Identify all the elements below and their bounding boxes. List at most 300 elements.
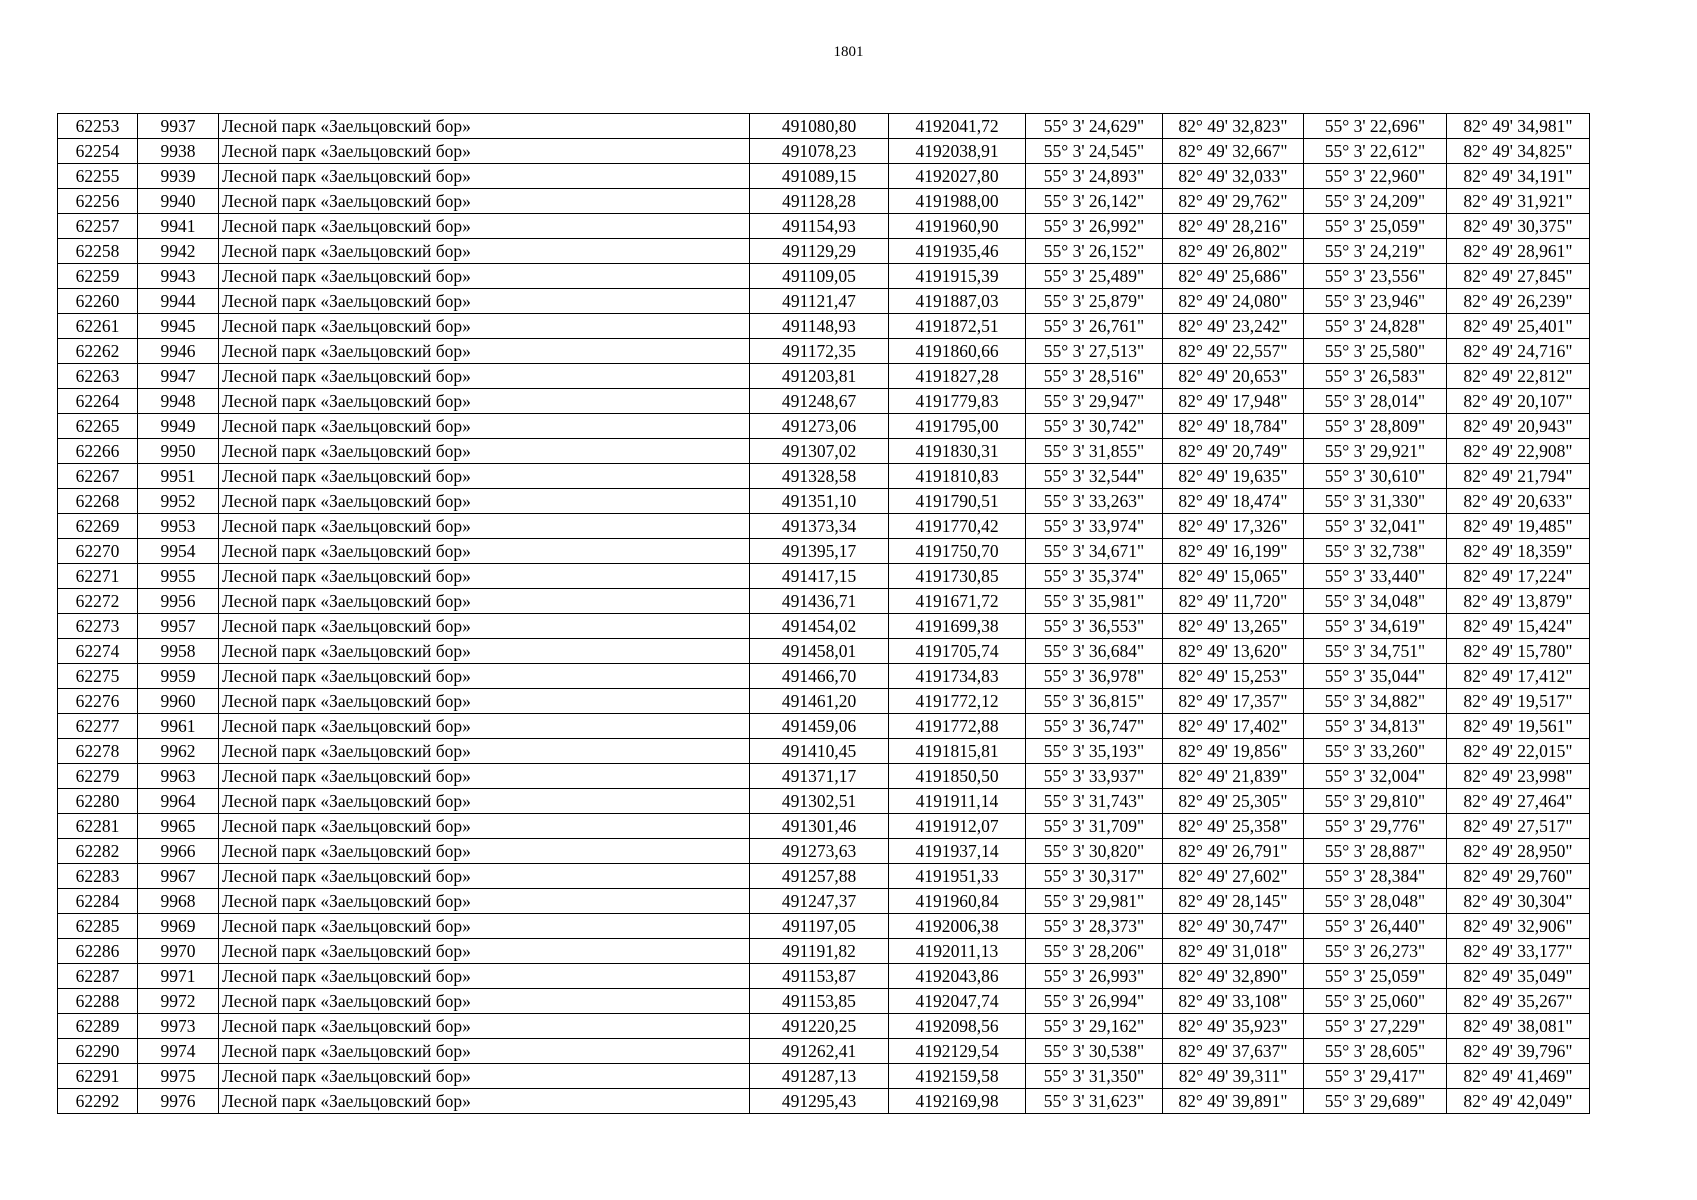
point-number-cell: 9968 xyxy=(138,889,219,914)
latitude-2-cell: 55° 3' 32,041" xyxy=(1304,514,1447,539)
x-coordinate-cell: 491436,71 xyxy=(750,589,889,614)
longitude-2-cell: 82° 49' 17,224" xyxy=(1447,564,1590,589)
table-row xyxy=(58,439,1590,464)
longitude-1-cell: 82° 49' 32,890" xyxy=(1163,964,1304,989)
longitude-2-cell: 82° 49' 15,424" xyxy=(1447,614,1590,639)
object-name-cell: Лесной парк «Заельцовский бор» xyxy=(219,914,750,939)
y-coordinate-cell: 4192038,91 xyxy=(889,139,1026,164)
y-coordinate-cell: 4191960,84 xyxy=(889,889,1026,914)
longitude-1-cell: 82° 49' 31,018" xyxy=(1163,939,1304,964)
x-coordinate-cell: 491121,47 xyxy=(750,289,889,314)
row-number-cell: 62278 xyxy=(58,739,138,764)
point-number-cell: 9944 xyxy=(138,289,219,314)
x-coordinate-cell: 491302,51 xyxy=(750,789,889,814)
row-number-cell: 62282 xyxy=(58,839,138,864)
longitude-1-cell: 82° 49' 18,474" xyxy=(1163,489,1304,514)
latitude-1-cell: 55° 3' 26,761" xyxy=(1026,314,1163,339)
point-number-cell: 9958 xyxy=(138,639,219,664)
latitude-2-cell: 55° 3' 26,583" xyxy=(1304,364,1447,389)
latitude-2-cell: 55° 3' 34,619" xyxy=(1304,614,1447,639)
y-coordinate-cell: 4191951,33 xyxy=(889,864,1026,889)
table-row xyxy=(58,139,1590,164)
table-row xyxy=(58,914,1590,939)
latitude-1-cell: 55° 3' 31,855" xyxy=(1026,439,1163,464)
latitude-1-cell: 55° 3' 30,742" xyxy=(1026,414,1163,439)
longitude-1-cell: 82° 49' 23,242" xyxy=(1163,314,1304,339)
y-coordinate-cell: 4191734,83 xyxy=(889,664,1026,689)
row-number-cell: 62289 xyxy=(58,1014,138,1039)
latitude-1-cell: 55° 3' 35,981" xyxy=(1026,589,1163,614)
x-coordinate-cell: 491273,63 xyxy=(750,839,889,864)
point-number-cell: 9975 xyxy=(138,1064,219,1089)
point-number-cell: 9951 xyxy=(138,464,219,489)
table-row xyxy=(58,814,1590,839)
longitude-2-cell: 82° 49' 33,177" xyxy=(1447,939,1590,964)
longitude-1-cell: 82° 49' 35,923" xyxy=(1163,1014,1304,1039)
point-number-cell: 9961 xyxy=(138,714,219,739)
latitude-1-cell: 55° 3' 31,709" xyxy=(1026,814,1163,839)
y-coordinate-cell: 4192027,80 xyxy=(889,164,1026,189)
latitude-1-cell: 55° 3' 33,937" xyxy=(1026,764,1163,789)
y-coordinate-cell: 4192011,13 xyxy=(889,939,1026,964)
object-name-cell: Лесной парк «Заельцовский бор» xyxy=(219,989,750,1014)
row-number-cell: 62292 xyxy=(58,1089,138,1114)
latitude-2-cell: 55° 3' 28,384" xyxy=(1304,864,1447,889)
point-number-cell: 9972 xyxy=(138,989,219,1014)
latitude-1-cell: 55° 3' 24,893" xyxy=(1026,164,1163,189)
y-coordinate-cell: 4191705,74 xyxy=(889,639,1026,664)
point-number-cell: 9938 xyxy=(138,139,219,164)
latitude-1-cell: 55° 3' 29,162" xyxy=(1026,1014,1163,1039)
object-name-cell: Лесной парк «Заельцовский бор» xyxy=(219,939,750,964)
latitude-1-cell: 55° 3' 30,317" xyxy=(1026,864,1163,889)
y-coordinate-cell: 4191830,31 xyxy=(889,439,1026,464)
object-name-cell: Лесной парк «Заельцовский бор» xyxy=(219,539,750,564)
x-coordinate-cell: 491129,29 xyxy=(750,239,889,264)
table-row xyxy=(58,164,1590,189)
longitude-2-cell: 82° 49' 27,517" xyxy=(1447,814,1590,839)
object-name-cell: Лесной парк «Заельцовский бор» xyxy=(219,364,750,389)
object-name-cell: Лесной парк «Заельцовский бор» xyxy=(219,839,750,864)
longitude-1-cell: 82° 49' 29,762" xyxy=(1163,189,1304,214)
object-name-cell: Лесной парк «Заельцовский бор» xyxy=(219,739,750,764)
latitude-1-cell: 55° 3' 25,879" xyxy=(1026,289,1163,314)
longitude-2-cell: 82° 49' 20,107" xyxy=(1447,389,1590,414)
y-coordinate-cell: 4191795,00 xyxy=(889,414,1026,439)
x-coordinate-cell: 491257,88 xyxy=(750,864,889,889)
longitude-2-cell: 82° 49' 32,906" xyxy=(1447,914,1590,939)
point-number-cell: 9937 xyxy=(138,114,219,139)
y-coordinate-cell: 4191772,12 xyxy=(889,689,1026,714)
point-number-cell: 9965 xyxy=(138,814,219,839)
latitude-1-cell: 55° 3' 30,820" xyxy=(1026,839,1163,864)
row-number-cell: 62276 xyxy=(58,689,138,714)
latitude-2-cell: 55° 3' 34,882" xyxy=(1304,689,1447,714)
x-coordinate-cell: 491410,45 xyxy=(750,739,889,764)
latitude-1-cell: 55° 3' 28,206" xyxy=(1026,939,1163,964)
y-coordinate-cell: 4191960,90 xyxy=(889,214,1026,239)
longitude-2-cell: 82° 49' 35,049" xyxy=(1447,964,1590,989)
row-number-cell: 62286 xyxy=(58,939,138,964)
latitude-1-cell: 55° 3' 36,553" xyxy=(1026,614,1163,639)
longitude-1-cell: 82° 49' 32,033" xyxy=(1163,164,1304,189)
longitude-1-cell: 82° 49' 32,667" xyxy=(1163,139,1304,164)
latitude-2-cell: 55° 3' 25,059" xyxy=(1304,964,1447,989)
table-row xyxy=(58,1014,1590,1039)
longitude-2-cell: 82° 49' 20,943" xyxy=(1447,414,1590,439)
latitude-2-cell: 55° 3' 32,738" xyxy=(1304,539,1447,564)
latitude-2-cell: 55° 3' 22,960" xyxy=(1304,164,1447,189)
y-coordinate-cell: 4191912,07 xyxy=(889,814,1026,839)
point-number-cell: 9947 xyxy=(138,364,219,389)
longitude-2-cell: 82° 49' 18,359" xyxy=(1447,539,1590,564)
row-number-cell: 62261 xyxy=(58,314,138,339)
latitude-1-cell: 55° 3' 26,142" xyxy=(1026,189,1163,214)
x-coordinate-cell: 491287,13 xyxy=(750,1064,889,1089)
row-number-cell: 62260 xyxy=(58,289,138,314)
x-coordinate-cell: 491417,15 xyxy=(750,564,889,589)
point-number-cell: 9945 xyxy=(138,314,219,339)
longitude-2-cell: 82° 49' 13,879" xyxy=(1447,589,1590,614)
table-row xyxy=(58,764,1590,789)
y-coordinate-cell: 4191772,88 xyxy=(889,714,1026,739)
point-number-cell: 9964 xyxy=(138,789,219,814)
longitude-2-cell: 82° 49' 27,845" xyxy=(1447,264,1590,289)
longitude-2-cell: 82° 49' 39,796" xyxy=(1447,1039,1590,1064)
latitude-2-cell: 55° 3' 24,209" xyxy=(1304,189,1447,214)
row-number-cell: 62266 xyxy=(58,439,138,464)
point-number-cell: 9948 xyxy=(138,389,219,414)
y-coordinate-cell: 4191850,50 xyxy=(889,764,1026,789)
longitude-1-cell: 82° 49' 20,653" xyxy=(1163,364,1304,389)
row-number-cell: 62280 xyxy=(58,789,138,814)
row-number-cell: 62269 xyxy=(58,514,138,539)
table-row xyxy=(58,989,1590,1014)
latitude-1-cell: 55° 3' 24,545" xyxy=(1026,139,1163,164)
longitude-1-cell: 82° 49' 16,199" xyxy=(1163,539,1304,564)
x-coordinate-cell: 491373,34 xyxy=(750,514,889,539)
latitude-2-cell: 55° 3' 31,330" xyxy=(1304,489,1447,514)
x-coordinate-cell: 491109,05 xyxy=(750,264,889,289)
longitude-2-cell: 82° 49' 28,950" xyxy=(1447,839,1590,864)
longitude-2-cell: 82° 49' 19,485" xyxy=(1447,514,1590,539)
y-coordinate-cell: 4192129,54 xyxy=(889,1039,1026,1064)
row-number-cell: 62256 xyxy=(58,189,138,214)
x-coordinate-cell: 491203,81 xyxy=(750,364,889,389)
longitude-1-cell: 82° 49' 17,402" xyxy=(1163,714,1304,739)
object-name-cell: Лесной парк «Заельцовский бор» xyxy=(219,664,750,689)
row-number-cell: 62288 xyxy=(58,989,138,1014)
y-coordinate-cell: 4191988,00 xyxy=(889,189,1026,214)
latitude-2-cell: 55° 3' 29,417" xyxy=(1304,1064,1447,1089)
latitude-2-cell: 55° 3' 26,273" xyxy=(1304,939,1447,964)
row-number-cell: 62274 xyxy=(58,639,138,664)
latitude-1-cell: 55° 3' 25,489" xyxy=(1026,264,1163,289)
table-row xyxy=(58,739,1590,764)
row-number-cell: 62254 xyxy=(58,139,138,164)
longitude-2-cell: 82° 49' 19,561" xyxy=(1447,714,1590,739)
y-coordinate-cell: 4191937,14 xyxy=(889,839,1026,864)
table-row xyxy=(58,864,1590,889)
object-name-cell: Лесной парк «Заельцовский бор» xyxy=(219,214,750,239)
longitude-2-cell: 82° 49' 25,401" xyxy=(1447,314,1590,339)
longitude-2-cell: 82° 49' 42,049" xyxy=(1447,1089,1590,1114)
row-number-cell: 62255 xyxy=(58,164,138,189)
object-name-cell: Лесной парк «Заельцовский бор» xyxy=(219,439,750,464)
y-coordinate-cell: 4191860,66 xyxy=(889,339,1026,364)
longitude-1-cell: 82° 49' 22,557" xyxy=(1163,339,1304,364)
table-row xyxy=(58,639,1590,664)
table-row xyxy=(58,1089,1590,1114)
point-number-cell: 9942 xyxy=(138,239,219,264)
table-row xyxy=(58,539,1590,564)
x-coordinate-cell: 491301,46 xyxy=(750,814,889,839)
table-row xyxy=(58,239,1590,264)
latitude-2-cell: 55° 3' 33,440" xyxy=(1304,564,1447,589)
table-row xyxy=(58,689,1590,714)
table-row xyxy=(58,714,1590,739)
y-coordinate-cell: 4191730,85 xyxy=(889,564,1026,589)
longitude-2-cell: 82° 49' 38,081" xyxy=(1447,1014,1590,1039)
y-coordinate-cell: 4191779,83 xyxy=(889,389,1026,414)
y-coordinate-cell: 4191770,42 xyxy=(889,514,1026,539)
row-number-cell: 62290 xyxy=(58,1039,138,1064)
coordinates-table xyxy=(57,113,1590,1114)
y-coordinate-cell: 4191872,51 xyxy=(889,314,1026,339)
y-coordinate-cell: 4191790,51 xyxy=(889,489,1026,514)
longitude-1-cell: 82° 49' 28,145" xyxy=(1163,889,1304,914)
latitude-2-cell: 55° 3' 28,014" xyxy=(1304,389,1447,414)
x-coordinate-cell: 491461,20 xyxy=(750,689,889,714)
y-coordinate-cell: 4191915,39 xyxy=(889,264,1026,289)
point-number-cell: 9970 xyxy=(138,939,219,964)
latitude-1-cell: 55° 3' 26,992" xyxy=(1026,214,1163,239)
latitude-1-cell: 55° 3' 31,623" xyxy=(1026,1089,1163,1114)
row-number-cell: 62259 xyxy=(58,264,138,289)
latitude-1-cell: 55° 3' 33,974" xyxy=(1026,514,1163,539)
latitude-2-cell: 55° 3' 35,044" xyxy=(1304,664,1447,689)
table-row xyxy=(58,414,1590,439)
latitude-1-cell: 55° 3' 29,947" xyxy=(1026,389,1163,414)
table-body xyxy=(58,114,1590,1114)
point-number-cell: 9956 xyxy=(138,589,219,614)
latitude-2-cell: 55° 3' 24,219" xyxy=(1304,239,1447,264)
row-number-cell: 62268 xyxy=(58,489,138,514)
latitude-2-cell: 55° 3' 34,048" xyxy=(1304,589,1447,614)
row-number-cell: 62285 xyxy=(58,914,138,939)
longitude-1-cell: 82° 49' 33,108" xyxy=(1163,989,1304,1014)
row-number-cell: 62281 xyxy=(58,814,138,839)
longitude-1-cell: 82° 49' 13,620" xyxy=(1163,639,1304,664)
latitude-2-cell: 55° 3' 34,751" xyxy=(1304,639,1447,664)
longitude-1-cell: 82° 49' 11,720" xyxy=(1163,589,1304,614)
object-name-cell: Лесной парк «Заельцовский бор» xyxy=(219,964,750,989)
latitude-1-cell: 55° 3' 24,629" xyxy=(1026,114,1163,139)
longitude-1-cell: 82° 49' 18,784" xyxy=(1163,414,1304,439)
latitude-1-cell: 55° 3' 33,263" xyxy=(1026,489,1163,514)
x-coordinate-cell: 491154,93 xyxy=(750,214,889,239)
latitude-1-cell: 55° 3' 35,374" xyxy=(1026,564,1163,589)
object-name-cell: Лесной парк «Заельцовский бор» xyxy=(219,189,750,214)
point-number-cell: 9966 xyxy=(138,839,219,864)
latitude-1-cell: 55° 3' 36,815" xyxy=(1026,689,1163,714)
row-number-cell: 62271 xyxy=(58,564,138,589)
table-row xyxy=(58,1064,1590,1089)
latitude-2-cell: 55° 3' 28,605" xyxy=(1304,1039,1447,1064)
latitude-2-cell: 55° 3' 29,776" xyxy=(1304,814,1447,839)
table-row xyxy=(58,464,1590,489)
point-number-cell: 9941 xyxy=(138,214,219,239)
row-number-cell: 62272 xyxy=(58,589,138,614)
point-number-cell: 9949 xyxy=(138,414,219,439)
x-coordinate-cell: 491148,93 xyxy=(750,314,889,339)
longitude-1-cell: 82° 49' 25,686" xyxy=(1163,264,1304,289)
object-name-cell: Лесной парк «Заельцовский бор» xyxy=(219,814,750,839)
latitude-2-cell: 55° 3' 26,440" xyxy=(1304,914,1447,939)
point-number-cell: 9953 xyxy=(138,514,219,539)
object-name-cell: Лесной парк «Заельцовский бор» xyxy=(219,1014,750,1039)
latitude-2-cell: 55° 3' 23,556" xyxy=(1304,264,1447,289)
longitude-1-cell: 82° 49' 32,823" xyxy=(1163,114,1304,139)
y-coordinate-cell: 4192043,86 xyxy=(889,964,1026,989)
point-number-cell: 9959 xyxy=(138,664,219,689)
latitude-1-cell: 55° 3' 30,538" xyxy=(1026,1039,1163,1064)
point-number-cell: 9943 xyxy=(138,264,219,289)
point-number-cell: 9940 xyxy=(138,189,219,214)
point-number-cell: 9971 xyxy=(138,964,219,989)
latitude-2-cell: 55° 3' 22,612" xyxy=(1304,139,1447,164)
y-coordinate-cell: 4192098,56 xyxy=(889,1014,1026,1039)
point-number-cell: 9976 xyxy=(138,1089,219,1114)
x-coordinate-cell: 491351,10 xyxy=(750,489,889,514)
latitude-2-cell: 55° 3' 29,921" xyxy=(1304,439,1447,464)
longitude-2-cell: 82° 49' 30,304" xyxy=(1447,889,1590,914)
table-row xyxy=(58,114,1590,139)
object-name-cell: Лесной парк «Заельцовский бор» xyxy=(219,389,750,414)
x-coordinate-cell: 491273,06 xyxy=(750,414,889,439)
object-name-cell: Лесной парк «Заельцовский бор» xyxy=(219,164,750,189)
longitude-2-cell: 82° 49' 28,961" xyxy=(1447,239,1590,264)
x-coordinate-cell: 491197,05 xyxy=(750,914,889,939)
object-name-cell: Лесной парк «Заельцовский бор» xyxy=(219,414,750,439)
latitude-2-cell: 55° 3' 25,059" xyxy=(1304,214,1447,239)
longitude-2-cell: 82° 49' 20,633" xyxy=(1447,489,1590,514)
longitude-2-cell: 82° 49' 29,760" xyxy=(1447,864,1590,889)
point-number-cell: 9954 xyxy=(138,539,219,564)
longitude-1-cell: 82° 49' 30,747" xyxy=(1163,914,1304,939)
point-number-cell: 9973 xyxy=(138,1014,219,1039)
object-name-cell: Лесной парк «Заельцовский бор» xyxy=(219,114,750,139)
table-row xyxy=(58,664,1590,689)
longitude-2-cell: 82° 49' 22,908" xyxy=(1447,439,1590,464)
y-coordinate-cell: 4191699,38 xyxy=(889,614,1026,639)
object-name-cell: Лесной парк «Заельцовский бор» xyxy=(219,1064,750,1089)
x-coordinate-cell: 491153,85 xyxy=(750,989,889,1014)
object-name-cell: Лесной парк «Заельцовский бор» xyxy=(219,714,750,739)
object-name-cell: Лесной парк «Заельцовский бор» xyxy=(219,514,750,539)
object-name-cell: Лесной парк «Заельцовский бор» xyxy=(219,314,750,339)
object-name-cell: Лесной парк «Заельцовский бор» xyxy=(219,239,750,264)
longitude-1-cell: 82° 49' 26,802" xyxy=(1163,239,1304,264)
x-coordinate-cell: 491078,23 xyxy=(750,139,889,164)
latitude-1-cell: 55° 3' 35,193" xyxy=(1026,739,1163,764)
object-name-cell: Лесной парк «Заельцовский бор» xyxy=(219,139,750,164)
latitude-1-cell: 55° 3' 31,350" xyxy=(1026,1064,1163,1089)
longitude-1-cell: 82° 49' 17,357" xyxy=(1163,689,1304,714)
longitude-2-cell: 82° 49' 19,517" xyxy=(1447,689,1590,714)
y-coordinate-cell: 4191750,70 xyxy=(889,539,1026,564)
longitude-2-cell: 82° 49' 21,794" xyxy=(1447,464,1590,489)
table-row xyxy=(58,789,1590,814)
point-number-cell: 9952 xyxy=(138,489,219,514)
y-coordinate-cell: 4192159,58 xyxy=(889,1064,1026,1089)
point-number-cell: 9974 xyxy=(138,1039,219,1064)
y-coordinate-cell: 4192169,98 xyxy=(889,1089,1026,1114)
row-number-cell: 62284 xyxy=(58,889,138,914)
longitude-1-cell: 82° 49' 17,326" xyxy=(1163,514,1304,539)
longitude-1-cell: 82° 49' 21,839" xyxy=(1163,764,1304,789)
latitude-1-cell: 55° 3' 34,671" xyxy=(1026,539,1163,564)
row-number-cell: 62287 xyxy=(58,964,138,989)
x-coordinate-cell: 491220,25 xyxy=(750,1014,889,1039)
x-coordinate-cell: 491307,02 xyxy=(750,439,889,464)
longitude-1-cell: 82° 49' 37,637" xyxy=(1163,1039,1304,1064)
table-row xyxy=(58,589,1590,614)
point-number-cell: 9946 xyxy=(138,339,219,364)
longitude-1-cell: 82° 49' 15,253" xyxy=(1163,664,1304,689)
object-name-cell: Лесной парк «Заельцовский бор» xyxy=(219,614,750,639)
latitude-1-cell: 55° 3' 36,684" xyxy=(1026,639,1163,664)
table-row xyxy=(58,339,1590,364)
longitude-1-cell: 82° 49' 13,265" xyxy=(1163,614,1304,639)
latitude-1-cell: 55° 3' 27,513" xyxy=(1026,339,1163,364)
longitude-2-cell: 82° 49' 22,812" xyxy=(1447,364,1590,389)
longitude-2-cell: 82° 49' 34,981" xyxy=(1447,114,1590,139)
latitude-2-cell: 55° 3' 25,580" xyxy=(1304,339,1447,364)
x-coordinate-cell: 491262,41 xyxy=(750,1039,889,1064)
row-number-cell: 62262 xyxy=(58,339,138,364)
longitude-1-cell: 82° 49' 15,065" xyxy=(1163,564,1304,589)
latitude-2-cell: 55° 3' 29,689" xyxy=(1304,1089,1447,1114)
row-number-cell: 62277 xyxy=(58,714,138,739)
latitude-2-cell: 55° 3' 28,048" xyxy=(1304,889,1447,914)
latitude-2-cell: 55° 3' 30,610" xyxy=(1304,464,1447,489)
longitude-2-cell: 82° 49' 34,191" xyxy=(1447,164,1590,189)
table-row xyxy=(58,939,1590,964)
latitude-2-cell: 55° 3' 32,004" xyxy=(1304,764,1447,789)
table-row xyxy=(58,389,1590,414)
page-number: 1801 xyxy=(833,44,864,60)
row-number-cell: 62273 xyxy=(58,614,138,639)
y-coordinate-cell: 4191935,46 xyxy=(889,239,1026,264)
x-coordinate-cell: 491172,35 xyxy=(750,339,889,364)
x-coordinate-cell: 491128,28 xyxy=(750,189,889,214)
point-number-cell: 9969 xyxy=(138,914,219,939)
object-name-cell: Лесной парк «Заельцовский бор» xyxy=(219,1039,750,1064)
longitude-1-cell: 82° 49' 25,305" xyxy=(1163,789,1304,814)
y-coordinate-cell: 4191827,28 xyxy=(889,364,1026,389)
latitude-2-cell: 55° 3' 25,060" xyxy=(1304,989,1447,1014)
longitude-2-cell: 82° 49' 41,469" xyxy=(1447,1064,1590,1089)
row-number-cell: 62264 xyxy=(58,389,138,414)
table-row xyxy=(58,839,1590,864)
table-row xyxy=(58,614,1590,639)
point-number-cell: 9957 xyxy=(138,614,219,639)
point-number-cell: 9950 xyxy=(138,439,219,464)
x-coordinate-cell: 491080,80 xyxy=(750,114,889,139)
longitude-2-cell: 82° 49' 26,239" xyxy=(1447,289,1590,314)
longitude-2-cell: 82° 49' 15,780" xyxy=(1447,639,1590,664)
